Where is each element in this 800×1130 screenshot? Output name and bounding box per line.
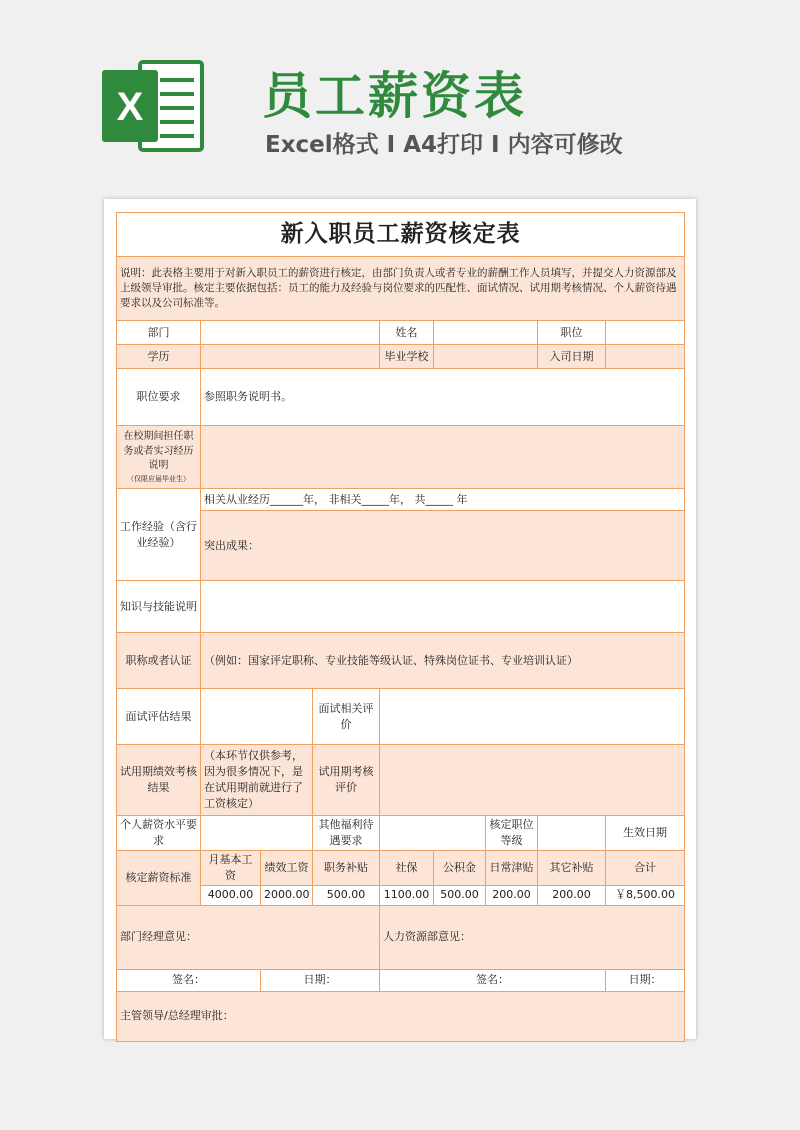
school-exp-note: （仅限应届毕业生） [127,474,190,483]
salary-form-table [116,212,685,1042]
salary-value[interactable]: 500.00 [313,885,380,905]
cert-label: 职称或者认证 [117,633,201,689]
banner-title: 员工薪资表 [262,67,527,125]
dept-field[interactable] [201,321,380,345]
banner-subtitle: Excel格式 I A4打印 I 内容可修改 [265,132,623,158]
interview-label: 面试评估结果 [117,689,201,745]
other-benefits-label: 其他福利待遇要求 [313,816,380,851]
grade-label: 核定职位等级 [486,816,538,851]
skills-label: 知识与技能说明 [117,581,201,633]
school-exp-label-text: 在校期间担任职务或者实习经历说明 [123,431,194,472]
personal-req-label: 个人薪资水平要求 [117,816,201,851]
effective-date-label: 生效日期 [606,816,685,851]
salary-header: 日常津贴 [486,850,538,885]
salary-header: 公积金 [434,850,486,885]
probation-label: 试用期绩效考核结果 [117,745,201,816]
salary-header: 合计 [606,850,685,885]
salary-value[interactable]: 200.00 [486,885,538,905]
dept-label: 部门 [117,321,201,345]
hr-date-label: 日期： [606,969,685,991]
salary-value[interactable]: 200.00 [538,885,606,905]
dept-manager-opinion[interactable]: 部门经理意见： [117,905,380,969]
salary-header: 其它补贴 [538,850,606,885]
excel-logo-icon [100,58,205,154]
probation-note[interactable]: （本环节仅供参考，因为很多情况下，是在试用期前就进行了工资核定） [201,745,313,816]
school-exp-label [117,426,201,489]
probation-eval-field[interactable] [380,745,685,816]
salary-header: 职务补贴 [313,850,380,885]
school-exp-field[interactable] [201,426,685,489]
position-label: 职位 [538,321,606,345]
salary-header: 绩效工资 [261,850,313,885]
name-label: 姓名 [380,321,434,345]
dept-date-label: 日期： [261,969,380,991]
achievements-field[interactable]: 突出成果： [201,511,685,581]
salary-total: ￥8,500.00 [606,885,685,905]
hr-sign-label: 签名： [380,969,606,991]
job-req-label: 职位要求 [117,369,201,426]
other-benefits-field[interactable] [380,816,486,851]
dept-sign-label: 签名： [117,969,261,991]
experience-label: 工作经验（含行业经验） [117,489,201,581]
salary-value[interactable]: 2000.00 [261,885,313,905]
form-description: 说明：此表格主要用于对新入职员工的薪资进行核定，由部门负责人或者专业的薪酬工作人员填写，并提交人力资源部及上级领导审批。核定主要依据包括：员工的能力及经验与岗位要求的匹配性、面试情况、试用期考核情况、个人薪资待遇要求以及公司标准等。 [117,257,685,321]
salary-header: 月基本工资 [201,850,261,885]
interview-eval-field[interactable] [380,689,685,745]
name-field[interactable] [434,321,538,345]
experience-years-field[interactable]: 相关从业经历______年， 非相关_____年， 共_____ 年 [201,489,685,511]
job-req-field[interactable]: 参照职务说明书。 [201,369,685,426]
edu-field[interactable] [201,345,380,369]
join-date-label: 入司日期 [538,345,606,369]
salary-standard-label: 核定薪资标准 [117,850,201,905]
salary-value[interactable]: 4000.00 [201,885,261,905]
salary-value[interactable]: 500.00 [434,885,486,905]
cert-field[interactable]: （例如：国家评定职称、专业技能等级认证、特殊岗位证书、专业培训认证） [201,633,685,689]
probation-eval-label: 试用期考核评价 [313,745,380,816]
hr-opinion[interactable]: 人力资源部意见： [380,905,685,969]
form-title: 新入职员工薪资核定表 [117,213,685,257]
skills-field[interactable] [201,581,685,633]
interview-field[interactable] [201,689,313,745]
logo-letter: X [116,85,144,129]
school-field[interactable] [434,345,538,369]
interview-eval-label: 面试相关评价 [313,689,380,745]
salary-value[interactable]: 1100.00 [380,885,434,905]
join-date-field[interactable] [606,345,685,369]
position-field[interactable] [606,321,685,345]
edu-label: 学历 [117,345,201,369]
salary-header: 社保 [380,850,434,885]
school-label: 毕业学校 [380,345,434,369]
personal-req-field[interactable] [201,816,313,851]
grade-field[interactable] [538,816,606,851]
gm-approval[interactable]: 主管领导/总经理审批： [117,991,685,1041]
